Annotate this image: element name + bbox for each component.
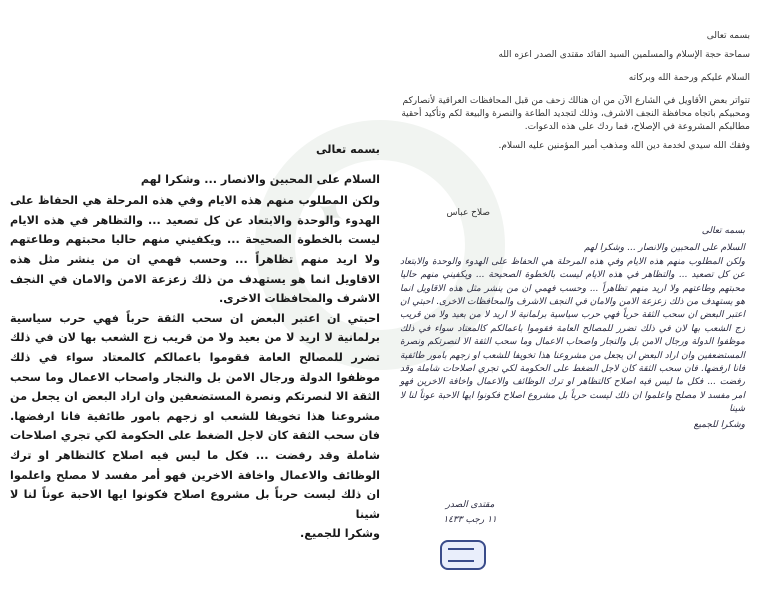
letter-signature: صلاح عباس bbox=[446, 208, 490, 218]
signoff-name: مقتدى الصدر bbox=[445, 500, 495, 510]
letter-basmala: بسمه تعالى bbox=[706, 31, 750, 41]
handwritten-signoff bbox=[430, 498, 510, 528]
handwritten-body: ولكن المطلوب منهم هذه الايام وفي هذه المرحلة هي الحفاظ على الهدوء والوحدة والابتعاد عن كل تصعيد ... والتظاهر في هذه الايام ليست بالخطوة الصحيحة ... ويكفيني منهم حاليا محبتهم وطاعتهم ولا اريد منهم تظاهراً ... وحسب فهمي ان من ينشر مثل هذه الاقاويل انما هو يستهدف من ذلك زعزعة الامن والامان في النجف الاشرف والمحافظات الاخرى. احبتي ان اعتبر البعض ان سحب الثقة حرباً فهي حرب سياسية برلمانية لا اريد لا من بعيد ولا من قريب زج الشعب بها لان في ذلك تضرر للمصالح العامة فقوموا باعمالكم كالمعتاد سواء في ذلك موظفوا الدولة ورجال الامن بل والنجار واصحاب الاعمال وما سحب الثقة الا لنصرتكم ونصرة المستضعفين وان اراد البعض ان يجعل من مشروعنا هذا تخويفا للشعب او زجهم بامور طائفية فانا ارفضها. فان سحب الثقة كان لاجل الضغط على الحكومة لكي تجري اصلاحات شاملة وقد رفضت ... فكل ما ليس فيه اصلاح كالتظاهر او ترك الوظائف والاعمال واخافة الاخرين فهو امر مفسد لا مصلح واعلموا ان ذلك ليست حرباً بل مشروع اصلاح فكونوا ايها الاحبة عوناً لنا لا شينا bbox=[400, 256, 745, 415]
letter-body: تتواتر بعض الأقاويل في الشارع الآن من ان هنالك زحف من قبل المحافظات العراقية لأنصاركم ومحبيكم باتجاه محافظة النجف الاشرف، وذلك لتجديد الطاعة والنصرة والبيعة لكم وتأكيد أحقية مطالبكم المشروعة في الإصلاح، فما ردك على هذه الدعوات. bbox=[401, 96, 750, 132]
typed-salutation: السلام على المحبين والانصار ... وشكرا لهم bbox=[140, 172, 380, 186]
watermark-emblem: ✦ bbox=[303, 186, 361, 240]
handwritten-thanks: وشكرا للجميع bbox=[693, 419, 745, 430]
letter-greeting: السلام عليكم ورحمة الله وبركاته bbox=[628, 73, 750, 83]
letter-recipient: سماحة حجة الإسلام والمسلمين السيد القائد مقتدى الصدر اعزه الله bbox=[498, 50, 750, 60]
handwritten-heading: بسمه تعالى bbox=[701, 226, 745, 236]
typed-paragraph-1: ولكن المطلوب منهم هذه الايام وفي هذه المرحلة هي الحفاظ على الهدوء والوحدة والابتعاد عن كل تصعيد ... والتظاهر في هذه الايام ليست بالخطوة الصحيحة ... ويكفيني منهم حاليا محبتهم وطاعتهم ولا اريد منهم تظاهراً ... وحسب فهمي ان من ينشر مثل هذه الاقاويل انما هو يستهدف من ذلك زعزعة الامن والامان في النجف الاشرف والمحافظات الاخرى. bbox=[10, 194, 380, 306]
question-letter bbox=[395, 30, 750, 159]
handwritten-reply bbox=[400, 225, 745, 432]
handwritten-salutation: السلام على المحبين والانصار ... وشكرا لهم bbox=[584, 243, 745, 254]
typed-thanks: وشكرا للجميع. bbox=[300, 527, 380, 541]
typed-paragraph-2: احبتي ان اعتبر البعض ان سحب الثقة حرباً فهي حرب سياسية برلمانية لا اريد لا من بعيد ولا من قريب زج الشعب بها لان في ذلك تضرر للمصالح العامة فقوموا باعمالكم كالمعتاد سواء في ذلك موظفوا الدولة ورجال الامن بل والنجار واصحاب الاعمال وما سحب الثقة الا لنصرتكم ونصرة المستضعفين وان اراد البعض ان يجعل من مشروعنا هذا تخويفا للشعب او زجهم بامور طائفية فانا ارفضها. فان سحب الثقة كان لاجل الضغط على الحكومة لكي تجري اصلاحات شاملة وقد رفضت ... فكل ما ليس فيه اصلاح كالتظاهر او ترك الوظائف والاعمال واخافة الاخرين فهو أمر مفسد لا مصلح واعلموا ان ذلك ليست حرباً بل مشروع اصلاح فكونوا ايها الاحبة عوناً لنا لا شينا bbox=[10, 311, 380, 521]
official-seal bbox=[440, 540, 486, 570]
typed-heading: بسمه تعالى bbox=[315, 143, 380, 156]
signoff-date: ١١ رجب ١٤٣٣ bbox=[443, 515, 497, 525]
typed-reply bbox=[10, 140, 380, 544]
letter-closing: وفقك الله سيدي لخدمة دين الله ومذهب أمير المؤمنين عليه السلام. bbox=[498, 141, 750, 151]
